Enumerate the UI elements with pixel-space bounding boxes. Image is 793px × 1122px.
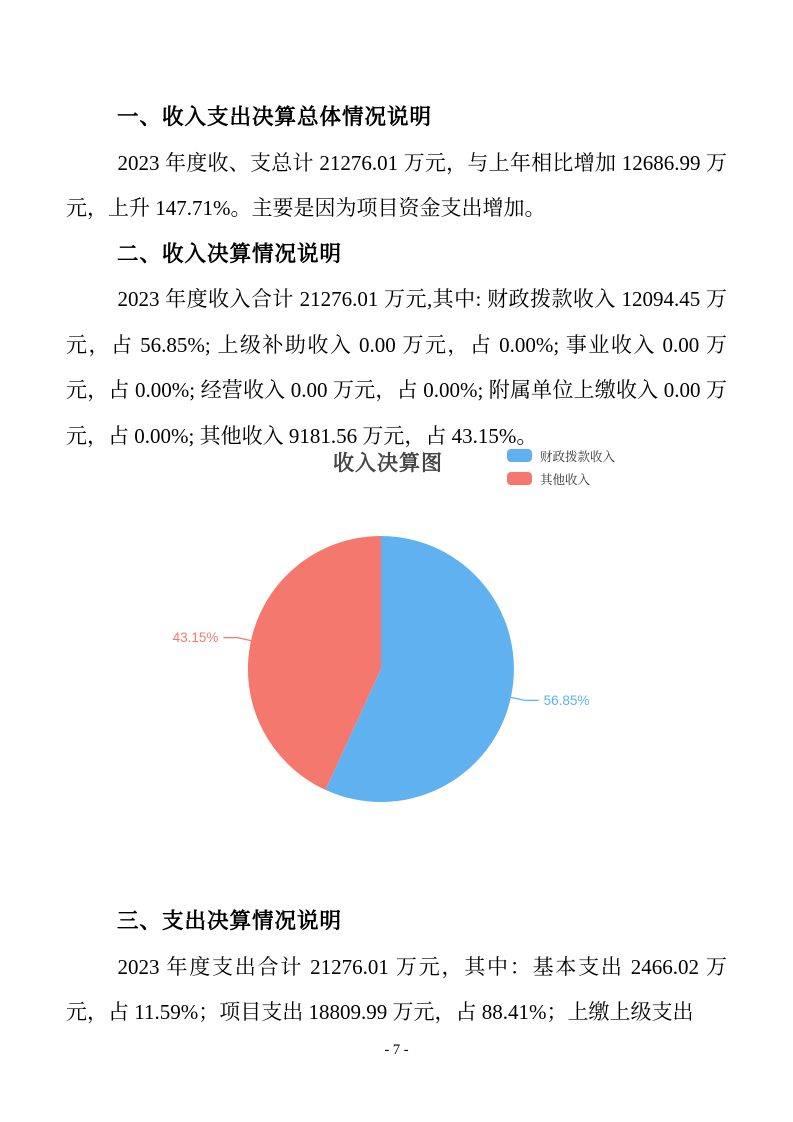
chart-title: 收入决算图 [333,452,443,475]
pie-label-1: 43.15% [172,630,219,646]
pie-leader-line-0 [511,697,539,700]
pie-leader-line-1 [223,638,251,641]
section-3-heading: 三、支出决算情况说明 [117,909,343,933]
legend-swatch-blue-icon [507,449,532,462]
legend-item-qita [507,467,615,490]
section-2-paragraph: 2023 年度收入合计 21276.01 万元,其中: 财政拨款收入 12094.45 万元，占 56.85%; 上级补助收入 0.00 万元，占 0.00%; 事业收入 0.00 万元，占 0.00%; 经营收入 0.00 万元，占 0.00%; 附属单位上缴收入 0.00 万元，占 0.00%; 其他收入 9181.56 万元，占 43.15%。 [66,287,727,448]
pie-label-0: 56.85% [543,692,590,708]
legend-label: 其他收入 [540,472,591,487]
page-number: - 7 - [384,1041,409,1058]
income-pie-chart [66,439,727,899]
section-3-paragraph: 2023 年度支出合计 21276.01 万元，其中：基本支出 2466.02 万元，占 11.59%；项目支出 18809.99 万元，占 88.41%；上缴上级支出 [66,954,727,1024]
section-1-paragraph: 2023 年度收、支总计 21276.01 万元，与上年相比增加 12686.99 万元，上升 147.71%。主要是因为项目资金支出增加。 [66,150,727,220]
section-1-heading: 一、收入支出决算总体情况说明 [117,105,433,129]
legend-label: 财政拨款收入 [540,449,616,464]
pie-chart-canvas [66,439,727,899]
chart-legend [507,444,615,490]
section-2-heading: 二、收入决算情况说明 [117,241,343,266]
legend-swatch-red-icon [507,472,532,485]
legend-item-caizheng [507,444,615,467]
